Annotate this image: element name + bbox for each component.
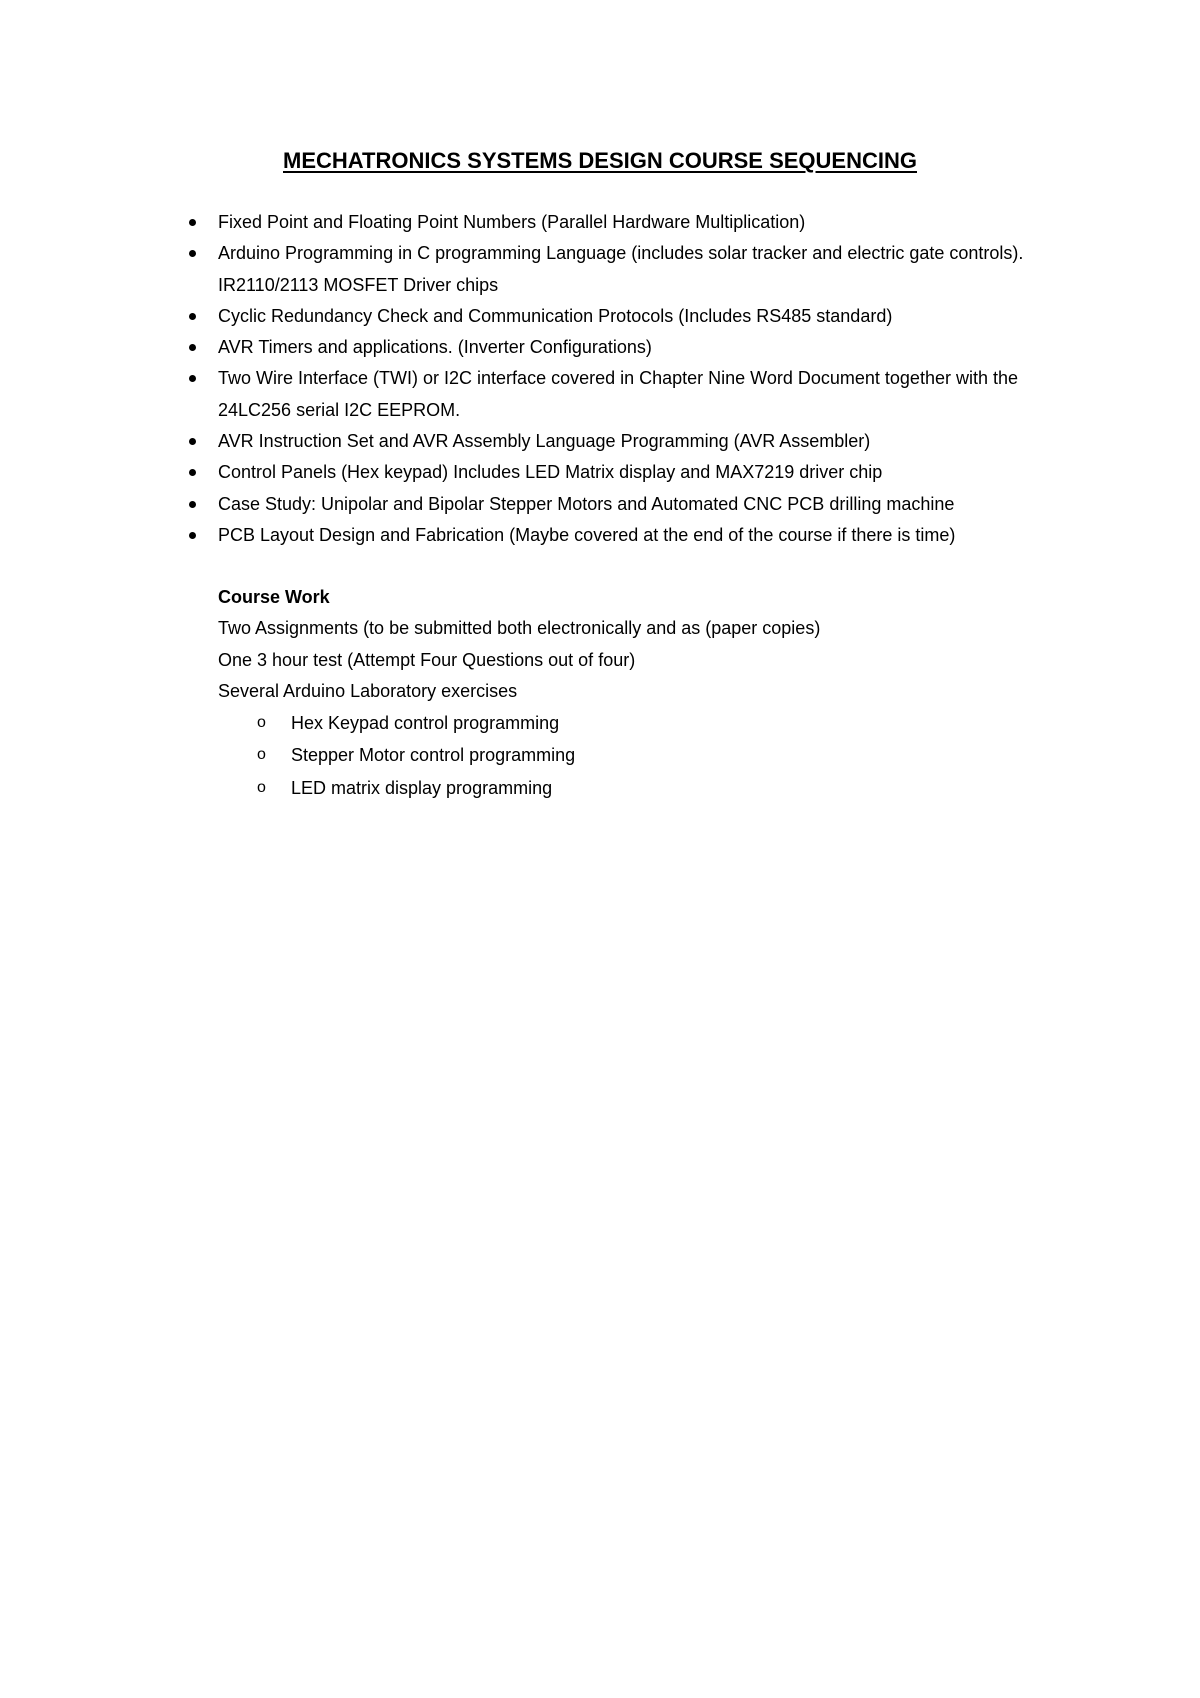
topic-item bbox=[218, 207, 1068, 238]
topic-text: Fixed Point and Floating Point Numbers (Parallel Hardware Multiplication) bbox=[218, 212, 806, 232]
bullet-icon bbox=[189, 501, 196, 508]
bullet-icon bbox=[189, 438, 196, 445]
topic-item bbox=[218, 363, 1068, 426]
topic-text: AVR Timers and applications. (Inverter Configurations) bbox=[218, 337, 652, 358]
course-work-heading: Course Work bbox=[218, 587, 330, 607]
exercise-text: Hex Keypad control programming bbox=[291, 713, 560, 734]
topic-item bbox=[218, 489, 1068, 520]
topic-text: Control Panels (Hex keypad) Includes LED Matrix display and MAX7219 driver chip bbox=[218, 462, 883, 483]
bullet-icon bbox=[189, 250, 196, 257]
topic-item bbox=[218, 301, 1068, 332]
topic-list bbox=[218, 207, 1068, 551]
bullet-icon bbox=[189, 313, 196, 320]
topic-text: Case Study: Unipolar and Bipolar Stepper Motors and Automated CNC PCB drilling machine bbox=[218, 493, 955, 514]
topic-text: PCB Layout Design and Fabrication (Maybe covered at the end of the course if there is time) bbox=[218, 524, 956, 545]
topic-text: Arduino Programming in C programming Language (includes solar tracker and electric gate controls). IR2110/2113 MOSFET Driver chips bbox=[218, 243, 1024, 295]
course-work-line: One 3 hour test (Attempt Four Questions out of four) bbox=[218, 649, 636, 670]
exercise-text: LED matrix display programming bbox=[291, 777, 553, 798]
topic-item bbox=[218, 457, 1068, 488]
bullet-icon bbox=[189, 344, 196, 351]
bullet-icon bbox=[189, 469, 196, 476]
circle-bullet-icon: o bbox=[257, 778, 266, 796]
bullet-icon bbox=[189, 219, 196, 226]
bullet-icon bbox=[189, 532, 196, 539]
circle-bullet-icon: o bbox=[257, 746, 266, 764]
topic-text: AVR Instruction Set and AVR Assembly Language Programming (AVR Assembler) bbox=[218, 431, 871, 452]
topic-item bbox=[218, 332, 1068, 363]
exercise-item bbox=[257, 739, 1068, 771]
course-work-section bbox=[218, 582, 1068, 804]
bullet-icon bbox=[189, 375, 196, 382]
topic-item bbox=[218, 238, 1068, 301]
topic-item bbox=[218, 426, 1068, 457]
exercise-list bbox=[257, 707, 1068, 804]
exercise-text: Stepper Motor control programming bbox=[291, 745, 576, 766]
exercise-item bbox=[257, 707, 1068, 739]
exercise-item bbox=[257, 772, 1068, 804]
document-title: MECHATRONICS SYSTEMS DESIGN COURSE SEQUENCING bbox=[283, 148, 917, 173]
course-work-line: Several Arduino Laboratory exercises bbox=[218, 680, 518, 701]
circle-bullet-icon: o bbox=[257, 714, 266, 732]
course-work-line: Two Assignments (to be submitted both electronically and as (paper copies) bbox=[218, 618, 821, 639]
topic-item bbox=[218, 520, 1068, 551]
topic-text: Two Wire Interface (TWI) or I2C interface covered in Chapter Nine Word Document together with the 24LC256 serial I2C EEPROM. bbox=[218, 368, 1018, 420]
topic-text: Cyclic Redundancy Check and Communication Protocols (Includes RS485 standard) bbox=[218, 305, 893, 326]
